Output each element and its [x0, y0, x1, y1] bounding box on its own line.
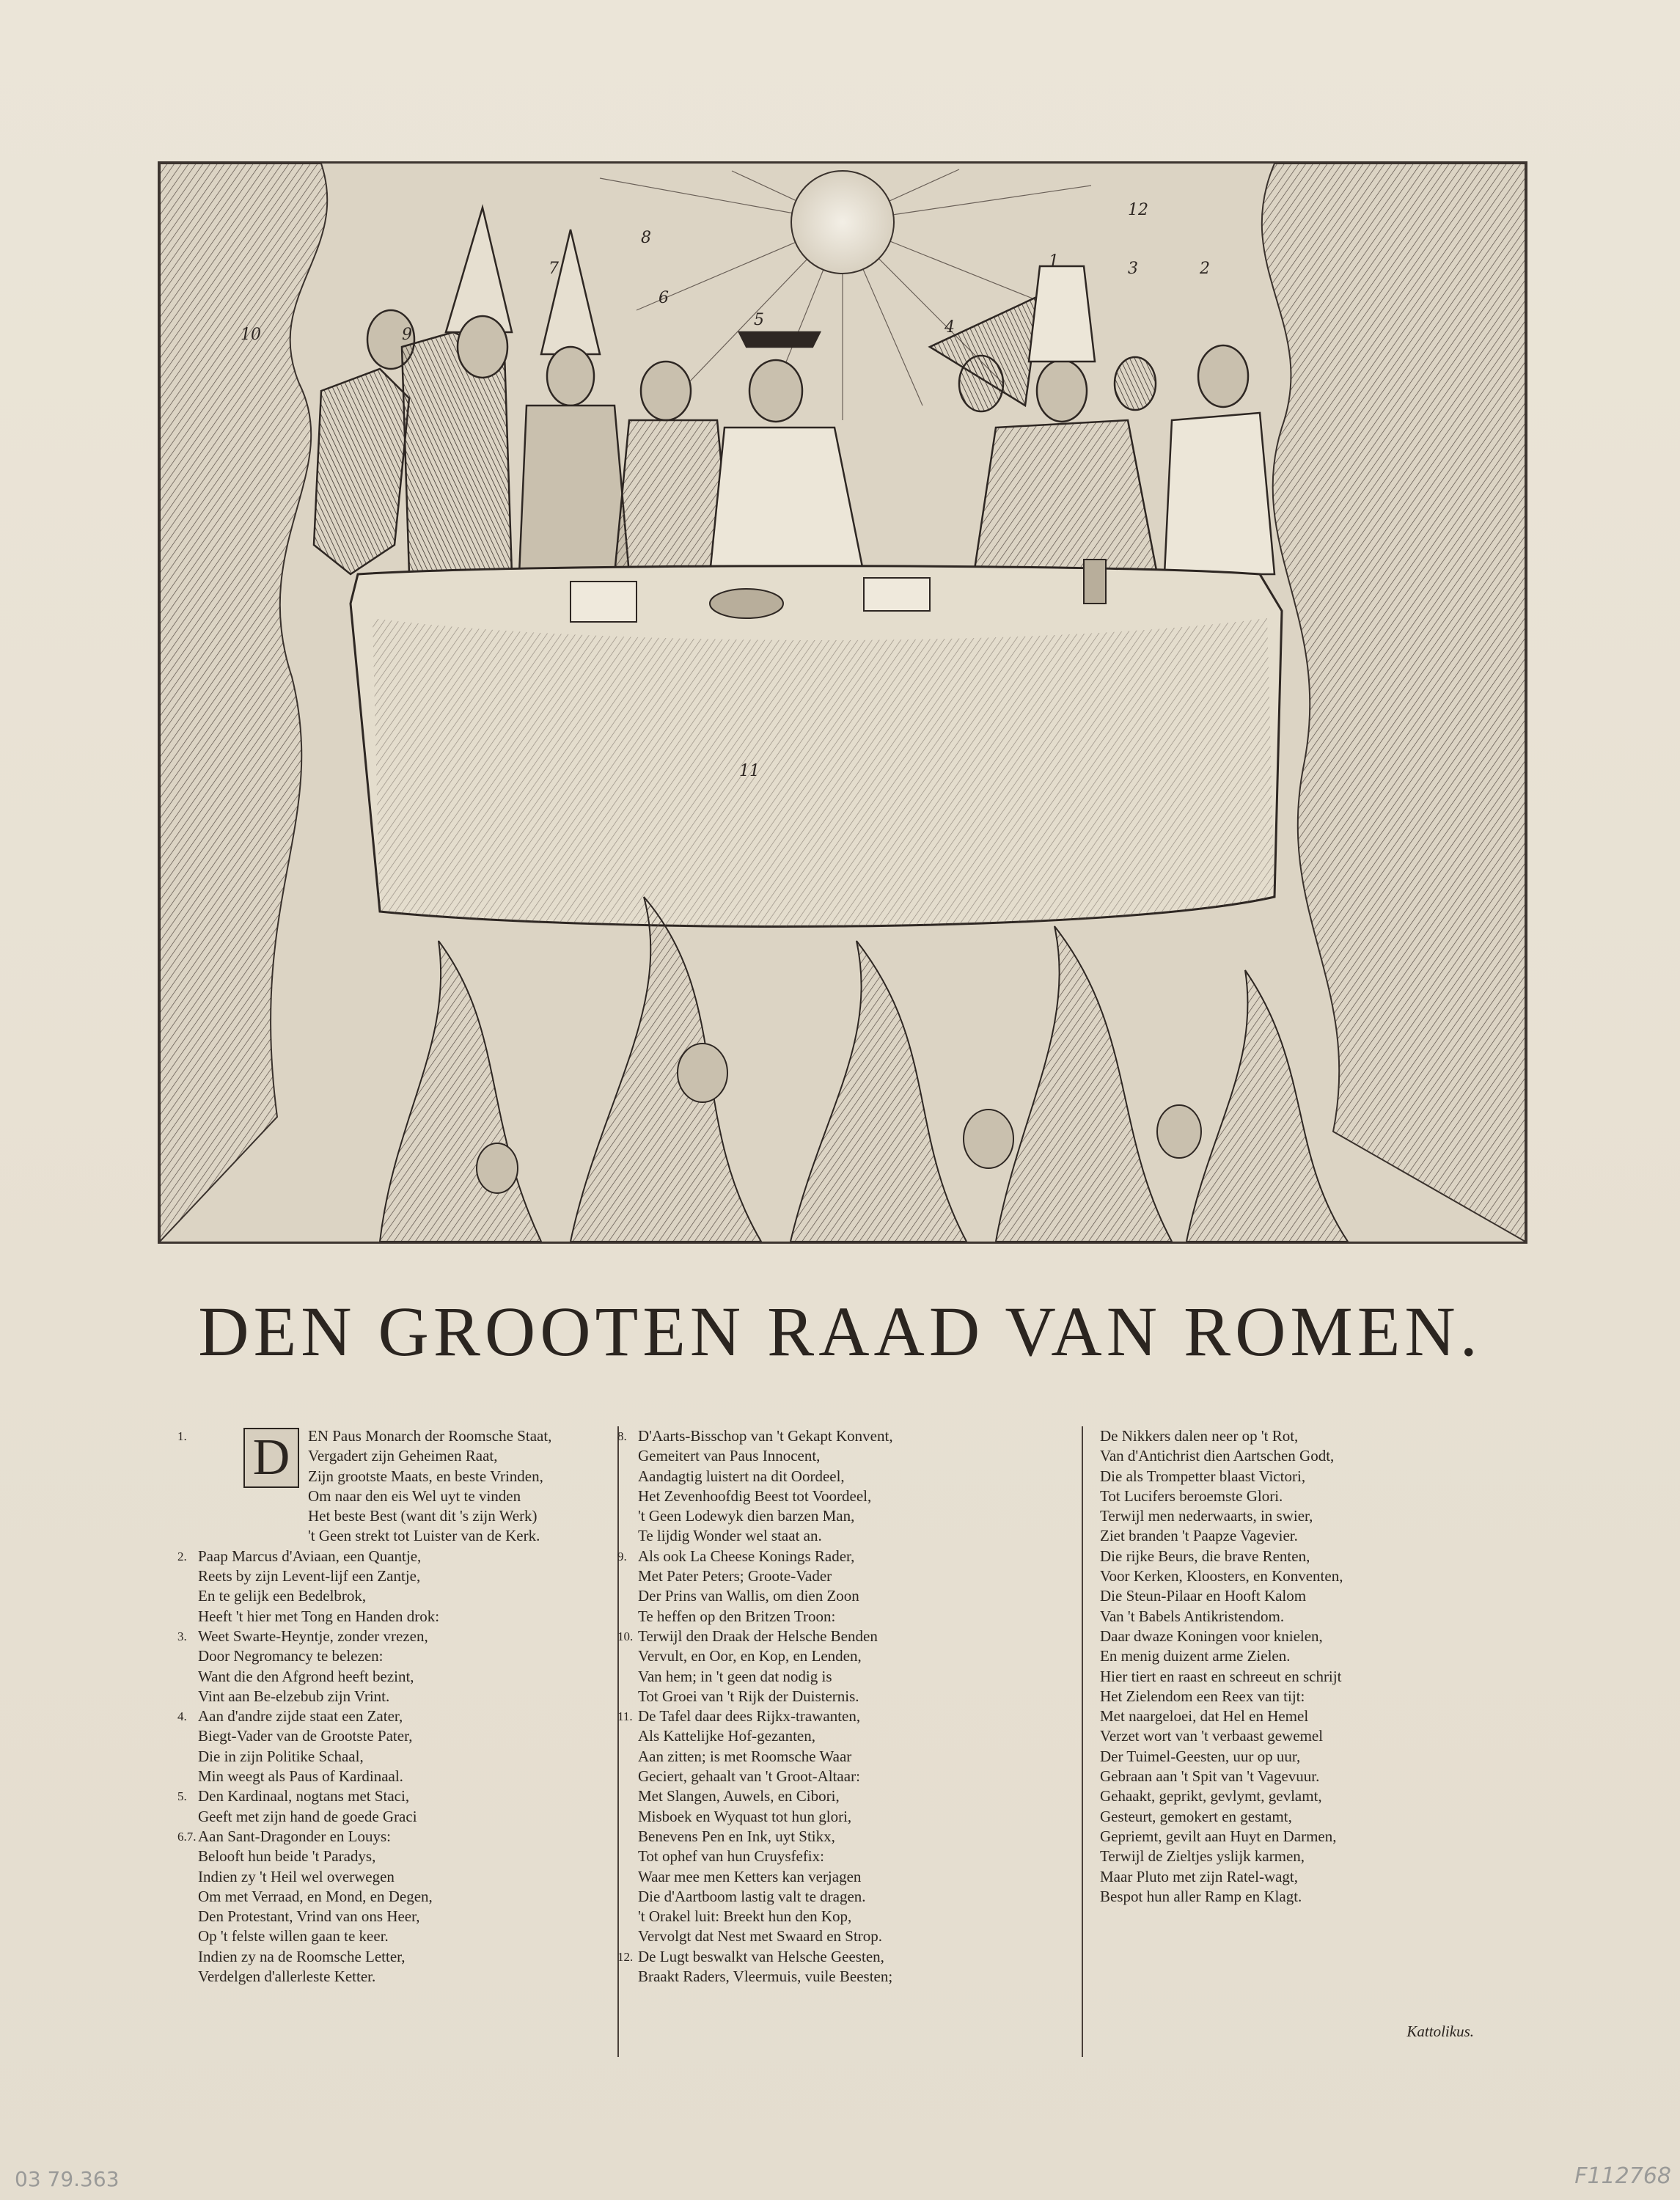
- verse-line: [177, 1547, 594, 1566]
- verse-text: Aan zitten; is met Roomsche Waar: [638, 1747, 852, 1765]
- inventory-number-left: 03 79.363: [15, 2167, 120, 2191]
- verse-line: [198, 1747, 594, 1767]
- stanza-number: 9.: [617, 1549, 627, 1563]
- verse-line: [198, 1726, 594, 1746]
- verse-text: Die in zijn Politike Schaal,: [198, 1747, 364, 1765]
- verse-line: [1100, 1667, 1503, 1687]
- verse-text: 't Orakel luit: Breekt hun den Kop,: [638, 1907, 852, 1926]
- plate-number-11: 11: [739, 762, 760, 780]
- verse-line: [1100, 1446, 1503, 1466]
- verse-line: [638, 1687, 1049, 1706]
- stanza-number: 1.: [177, 1429, 187, 1443]
- verse-line: [198, 1926, 594, 1946]
- verse-line: [638, 1747, 1049, 1767]
- stanza-number: 6.7.: [177, 1829, 197, 1844]
- verse-line: [177, 1706, 594, 1726]
- verse-line: [1100, 1586, 1503, 1606]
- verse-text: Door Negromancy te belezen:: [198, 1647, 384, 1665]
- verse-line: [638, 1667, 1049, 1687]
- verse-text: Met Pater Peters; Groote-Vader: [638, 1567, 832, 1585]
- verse-text: Reets by zijn Levent-lijf een Zantje,: [198, 1567, 421, 1585]
- verse-text: Heeft 't hier met Tong en Handen drok:: [198, 1607, 440, 1625]
- verse-text: 't Geen Lodewyk dien barzen Man,: [638, 1507, 855, 1525]
- verse-line: [638, 1867, 1049, 1887]
- plate-number-2: 2: [1200, 260, 1210, 278]
- verse-text: Op 't felste willen gaan te keer.: [198, 1927, 389, 1946]
- verse-line: [1100, 1887, 1503, 1907]
- verse-text: Te heffen op den Britzen Troon:: [638, 1607, 836, 1625]
- verse-line: [1100, 1706, 1503, 1726]
- verse-line: [1100, 1747, 1503, 1767]
- verse-text: Geciert, gehaalt van 't Groot-Altaar:: [638, 1767, 860, 1786]
- verse-text: Aan d'andre zijde staat een Zater,: [198, 1707, 403, 1726]
- verse-line: [198, 1607, 594, 1627]
- verse-line: [638, 1847, 1049, 1866]
- plate-number-9: 9: [402, 326, 412, 344]
- verse-text: Ziet branden 't Paapze Vagevier.: [1100, 1527, 1298, 1545]
- verse-line: [638, 1726, 1049, 1746]
- verse-text: Geeft met zijn hand de goede Graci: [198, 1807, 417, 1825]
- verse-text: Misboek en Wyquast tot hun glori,: [638, 1807, 852, 1825]
- verse-line: [1100, 1847, 1503, 1866]
- verse-line: [1100, 1827, 1503, 1847]
- verse-column-2: [617, 1426, 1049, 1987]
- stanza-number: 12.: [617, 1949, 634, 1964]
- verse-line: [198, 1887, 594, 1907]
- verse-line: [198, 1646, 594, 1666]
- verse-line: [1100, 1726, 1503, 1746]
- verse-text: 't Geen strekt tot Luister van de Kerk.: [308, 1527, 540, 1545]
- verse-text: Als ook La Cheese Konings Rader,: [638, 1547, 855, 1565]
- verse-text: Die als Trompetter blaast Victori,: [1100, 1467, 1306, 1485]
- verse-line: [1100, 1646, 1503, 1666]
- verse-line: [1100, 1506, 1503, 1526]
- plate-number-6: 6: [659, 289, 669, 307]
- plate-number-4: 4: [944, 318, 955, 337]
- verse-line: [1100, 1486, 1503, 1506]
- sun-medallion: [791, 171, 894, 274]
- verse-text: Gebraan aan 't Spit van 't Vagevuur.: [1100, 1767, 1320, 1786]
- verse-line: [617, 1547, 1049, 1566]
- verse-line: [198, 1687, 594, 1706]
- verse-text: Om naar den eis Wel uyt te vinden: [308, 1486, 521, 1505]
- verse-text: Waar mee men Ketters kan verjagen: [638, 1867, 862, 1885]
- verse-column-1: [177, 1426, 594, 1987]
- verse-text: De Nikkers dalen neer op 't Rot,: [1100, 1427, 1299, 1445]
- verse-text: Verdelgen d'allerleste Ketter.: [198, 1968, 376, 1986]
- plate-number-5: 5: [754, 311, 764, 329]
- verse-line: [638, 1786, 1049, 1806]
- verse-line: [638, 1646, 1049, 1666]
- verse-text: Indien zy 't Heil wel overwegen: [198, 1867, 395, 1885]
- verse-text: Het beste Best (want dit 's zijn Werk): [308, 1507, 538, 1525]
- verse-text: Bespot hun aller Ramp en Klagt.: [1100, 1887, 1302, 1905]
- verse-line: [638, 1566, 1049, 1586]
- verse-line: [638, 1607, 1049, 1627]
- verse-line: [617, 1706, 1049, 1726]
- verse-text: Biegt-Vader van de Grootste Pater,: [198, 1727, 413, 1745]
- verse-line: [177, 1786, 594, 1806]
- verse-columns: [177, 1426, 1503, 2101]
- verse-text: Gemeitert van Paus Innocent,: [638, 1447, 821, 1465]
- verse-text: Gehaakt, geprikt, gevlymt, gevlamt,: [1100, 1787, 1322, 1805]
- signature: Kattolikus.: [1406, 2023, 1474, 2040]
- verse-line: [638, 1807, 1049, 1827]
- verse-line: [198, 1486, 594, 1506]
- verse-line: [1100, 1627, 1503, 1646]
- page-title: DEN GROOTEN RAAD VAN ROMEN.: [198, 1292, 1482, 1371]
- verse-line: [638, 1827, 1049, 1847]
- bowl: [710, 589, 783, 618]
- verse-line: [198, 1526, 594, 1546]
- verse-text: En menig duizent arme Zielen.: [1100, 1647, 1291, 1665]
- verse-text: D'Aarts-Bisschop van 't Gekapt Konvent,: [638, 1427, 893, 1445]
- verse-text: Van d'Antichrist dien Aartschen Godt,: [1100, 1447, 1335, 1465]
- verse-line: [638, 1467, 1049, 1486]
- stanza-number: 3.: [177, 1629, 187, 1643]
- verse-line: [1100, 1767, 1503, 1786]
- ciborium: [1084, 560, 1106, 604]
- verse-line: [617, 1627, 1049, 1646]
- crucifix-tablet: [571, 582, 637, 622]
- inventory-number-right: F112768: [1574, 2163, 1671, 2189]
- verse-line: [1100, 1807, 1503, 1827]
- verse-line: [638, 1506, 1049, 1526]
- verse-line: [638, 1767, 1049, 1786]
- plate-number-7: 7: [549, 260, 559, 278]
- verse-text: Der Tuimel-Geesten, uur op uur,: [1100, 1747, 1301, 1765]
- verse-text: Die rijke Beurs, die brave Renten,: [1100, 1547, 1310, 1565]
- drop-capital: D: [243, 1428, 299, 1488]
- verse-text: Voor Kerken, Kloosters, en Konventen,: [1100, 1567, 1343, 1585]
- verse-text: Min weegt als Paus of Kardinaal.: [198, 1767, 403, 1786]
- verse-text: Als Kattelijke Hof-gezanten,: [638, 1727, 815, 1745]
- verse-text: Aandagtig luistert na dit Oordeel,: [638, 1467, 845, 1485]
- verse-text: Tot ophef van hun Cruysfefix:: [638, 1847, 824, 1866]
- verse-text: Te lijdig Wonder wel staat an.: [638, 1527, 822, 1545]
- verse-line: [638, 1887, 1049, 1907]
- verse-line: [1100, 1547, 1503, 1566]
- verse-line: [198, 1847, 594, 1866]
- verse-text: Met naargeloei, dat Hel en Hemel: [1100, 1707, 1309, 1726]
- verse-text: Van hem; in 't geen dat nodig is: [638, 1667, 832, 1685]
- plate-number-3: 3: [1128, 260, 1138, 278]
- stanza-number: 10.: [617, 1629, 634, 1643]
- verse-text: Braakt Raders, Vleermuis, vuile Beesten;: [638, 1968, 893, 1986]
- verse-text: Maar Pluto met zijn Ratel-wagt,: [1100, 1867, 1299, 1885]
- verse-line: [617, 1426, 1049, 1446]
- verse-line: [1100, 1467, 1503, 1486]
- stanza-number: 11.: [617, 1709, 633, 1724]
- verse-text: Hier tiert en raast en schreeut en schrijt: [1100, 1667, 1342, 1685]
- verse-text: Het Zevenhoofdig Beest tot Voordeel,: [638, 1486, 872, 1505]
- verse-line: [198, 1907, 594, 1926]
- verse-text: Belooft hun beide 't Paradys,: [198, 1847, 376, 1866]
- plate-number-8: 8: [641, 229, 651, 247]
- verse-text: Den Protestant, Vrind van ons Heer,: [198, 1907, 420, 1926]
- engraving-plate: [158, 161, 1527, 1244]
- stanza-number: 2.: [177, 1549, 187, 1563]
- verse-line: [638, 1926, 1049, 1946]
- verse-line: [198, 1967, 594, 1987]
- stanza-number: 4.: [177, 1709, 187, 1724]
- verse-text: De Lugt beswalkt van Helsche Geesten,: [638, 1947, 884, 1965]
- verse-line: [198, 1566, 594, 1586]
- verse-line: [638, 1967, 1049, 1987]
- verse-text: Gesteurt, gemokert en gestamt,: [1100, 1807, 1292, 1825]
- plate-number-12: 12: [1128, 201, 1148, 219]
- verse-text: Terwijl de Zieltjes yslijk karmen,: [1100, 1847, 1305, 1866]
- verse-line: [1100, 1607, 1503, 1627]
- verse-text: Gepriemt, gevilt aan Huyt en Darmen,: [1100, 1827, 1337, 1845]
- verse-text: Tot Groei van 't Rijk der Duisternis.: [638, 1687, 859, 1705]
- verse-line: [1100, 1867, 1503, 1887]
- verse-line: [198, 1807, 594, 1827]
- verse-text: Den Kardinaal, nogtans met Staci,: [198, 1787, 410, 1805]
- verse-line: [1100, 1426, 1503, 1446]
- verse-text: Die d'Aartboom lastig valt te dragen.: [638, 1887, 866, 1905]
- verse-line: [638, 1526, 1049, 1546]
- verse-line: [198, 1667, 594, 1687]
- stanza-number: 5.: [177, 1789, 187, 1804]
- verse-text: Van 't Babels Antikristendom.: [1100, 1607, 1285, 1625]
- verse-text: Vergadert zijn Geheimen Raat,: [308, 1447, 498, 1465]
- verse-text: Terwijl men nederwaarts, in swier,: [1100, 1507, 1313, 1525]
- verse-line: [198, 1947, 594, 1967]
- stanza-number: 8.: [617, 1429, 627, 1443]
- verse-text: Vervolgt dat Nest met Swaard en Strop.: [638, 1927, 883, 1946]
- verse-text: Weet Swarte-Heyntje, zonder vrezen,: [198, 1627, 428, 1645]
- verse-text: Want die den Afgrond heeft bezint,: [198, 1667, 414, 1685]
- verse-text: En te gelijk een Bedelbrok,: [198, 1587, 367, 1605]
- verse-line: [198, 1767, 594, 1786]
- verse-line: [177, 1827, 594, 1847]
- plate-number-1: 1: [1049, 252, 1059, 271]
- verse-line: [638, 1586, 1049, 1606]
- verse-line: [638, 1907, 1049, 1926]
- engraving-illustration: [160, 164, 1525, 1242]
- verse-text: Die Steun-Pilaar en Hooft Kalom: [1100, 1587, 1307, 1605]
- verse-text: Indien zy na de Roomsche Letter,: [198, 1947, 406, 1965]
- open-book: [864, 578, 930, 611]
- verse-text: Vint aan Be-elzebub zijn Vrint.: [198, 1687, 390, 1705]
- verse-line: [177, 1627, 594, 1646]
- verse-line: [1100, 1786, 1503, 1806]
- verse-text: Verzet wort van 't verbaast gewemel: [1100, 1727, 1324, 1745]
- verse-line: [1100, 1687, 1503, 1706]
- verse-text: Benevens Pen en Ink, uyt Stikx,: [638, 1827, 835, 1845]
- verse-line: [638, 1446, 1049, 1466]
- verse-text: De Tafel daar dees Rijkx-trawanten,: [638, 1707, 861, 1726]
- verse-text: Der Prins van Wallis, om dien Zoon: [638, 1587, 859, 1605]
- verse-text: Zijn grootste Maats, en beste Vrinden,: [308, 1467, 543, 1485]
- verse-line: [617, 1947, 1049, 1967]
- verse-text: Het Zielendom een Reex van tijt:: [1100, 1687, 1305, 1705]
- verse-column-3: [1100, 1426, 1503, 2040]
- verse-line: [198, 1867, 594, 1887]
- verse-text: Vervult, en Oor, en Kop, en Lenden,: [638, 1647, 862, 1665]
- verse-line: [198, 1506, 594, 1526]
- verse-line: [1100, 1566, 1503, 1586]
- verse-text: Met Slangen, Auwels, en Cibori,: [638, 1787, 840, 1805]
- verse-text: Daar dwaze Koningen voor knielen,: [1100, 1627, 1323, 1645]
- verse-text: Paap Marcus d'Aviaan, een Quantje,: [198, 1547, 422, 1565]
- column-divider: [1082, 1426, 1083, 2057]
- plate-number-10: 10: [241, 326, 261, 344]
- verse-text: EN Paus Monarch der Roomsche Staat,: [308, 1427, 552, 1445]
- verse-text: Om met Verraad, en Mond, en Degen,: [198, 1887, 433, 1905]
- verse-text: Tot Lucifers beroemste Glori.: [1100, 1486, 1283, 1505]
- verse-text: Aan Sant-Dragonder en Louys:: [198, 1827, 392, 1845]
- verse-line: [1100, 1526, 1503, 1546]
- verse-line: [198, 1586, 594, 1606]
- verse-line: [638, 1486, 1049, 1506]
- verse-text: Terwijl den Draak der Helsche Benden: [638, 1627, 878, 1645]
